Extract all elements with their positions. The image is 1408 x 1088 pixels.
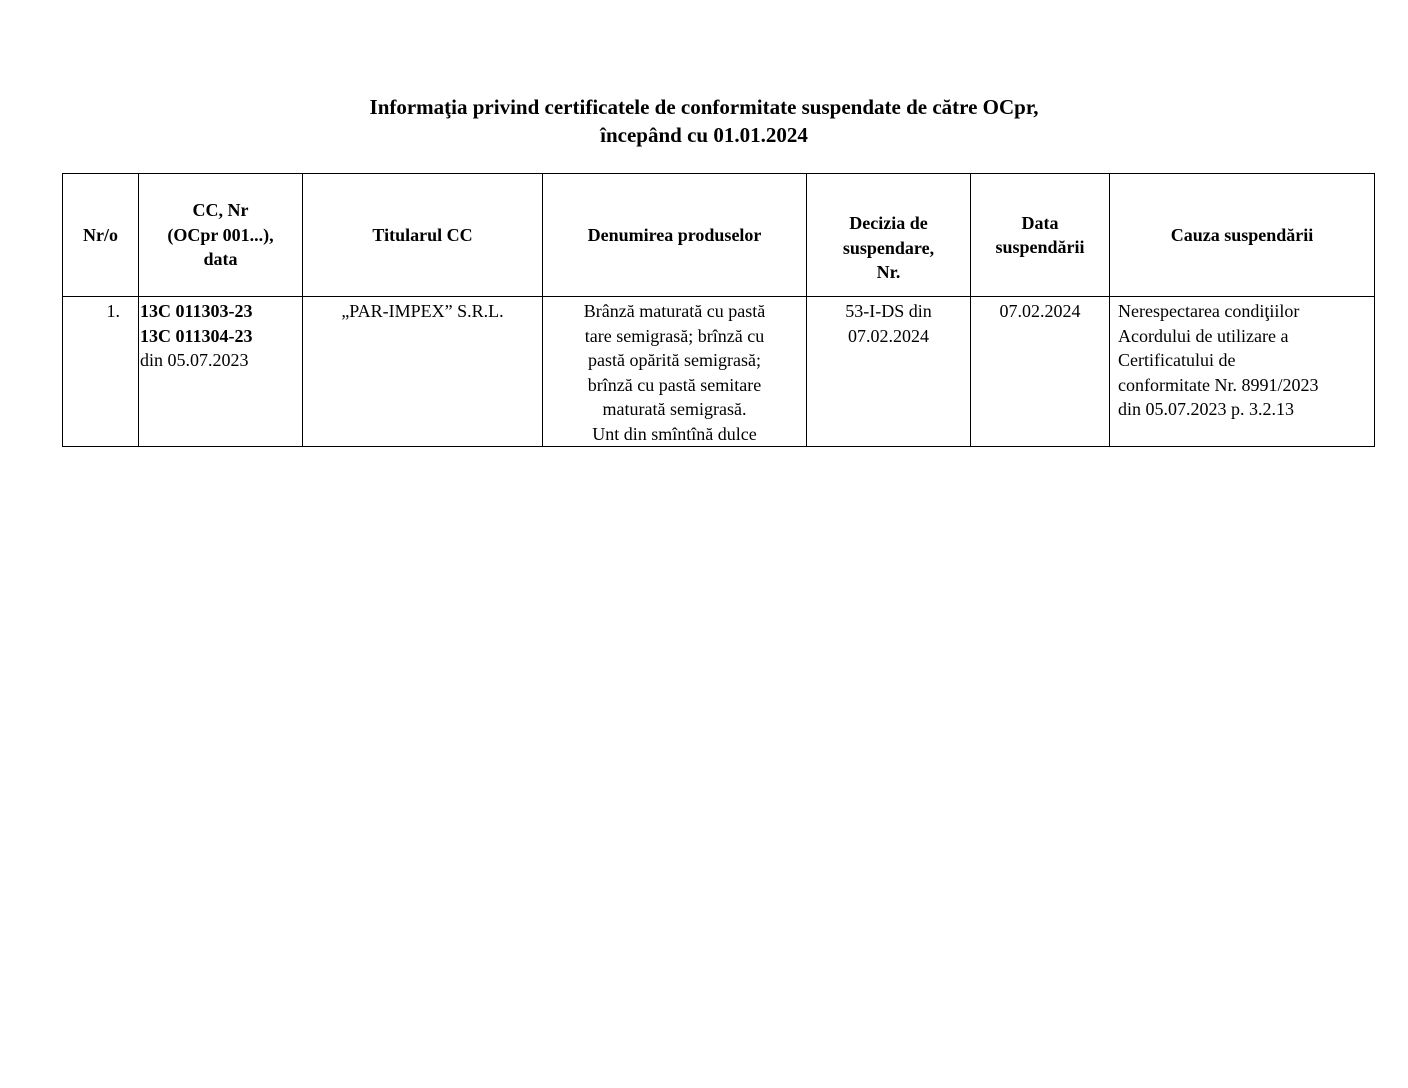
cell-cc: [139, 297, 303, 447]
table-header-row: [63, 174, 1375, 297]
header-produse: Denumirea produselor: [543, 174, 807, 297]
cell-nr: 1.: [63, 297, 139, 447]
header-cauza: Cauza suspendării: [1110, 174, 1375, 297]
header-nr: Nr/o: [63, 174, 139, 297]
cc-number-2: 13C 011304-23: [140, 325, 253, 346]
title-line-1: Informaţia privind certificatele de conformitate suspendate de către OCpr,: [369, 95, 1039, 119]
header-titular: Titularul CC: [303, 174, 543, 297]
cell-titular: „PAR-IMPEX” S.R.L.: [303, 297, 543, 447]
cell-cauza: Nerespectarea condiţiilor Acordului de utilizare a Certificatului de conformitate Nr. 8991/2023 din 05.07.2023 p. 3.2.13: [1110, 297, 1375, 447]
suspended-certificates-table: [62, 173, 1375, 447]
cell-decizie: 53-I-DS din 07.02.2024: [807, 297, 971, 447]
header-cc: CC, Nr (OCpr 001...), data: [139, 174, 303, 297]
cell-data-suspendarii: 07.02.2024: [971, 297, 1110, 447]
cell-produse: Brânză maturată cu pastă tare semigrasă; brînză cu pastă opărită semigrasă; brînză cu pastă semitare maturată semigrasă. Unt din smîntînă dulce: [543, 297, 807, 447]
cc-date: din 05.07.2023: [140, 350, 249, 370]
title-line-2: începând cu 01.01.2024: [600, 123, 808, 147]
header-data-suspendarii: Data suspendării: [971, 174, 1110, 297]
document-title: [0, 93, 1408, 149]
header-decizie: Decizia de suspendare, Nr.: [807, 174, 971, 297]
cc-number-1: 13C 011303-23: [140, 301, 253, 321]
table-row: [63, 297, 1375, 447]
